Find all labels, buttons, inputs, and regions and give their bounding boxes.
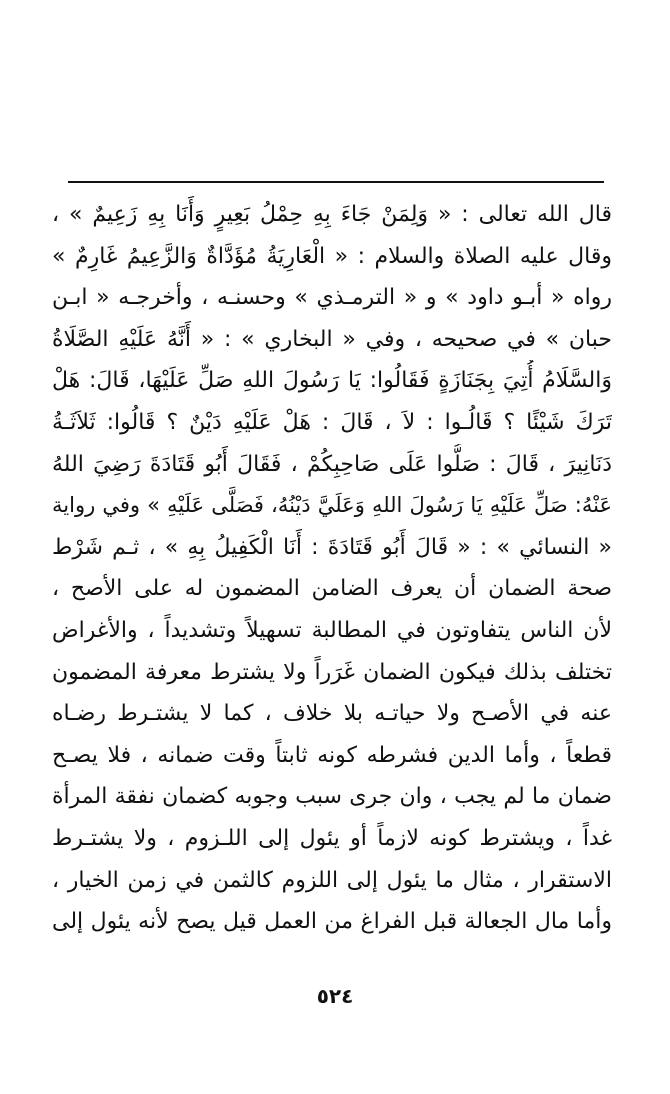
text-line: تختلف بذلك فيكون الضمان غَرَراً ولا يشترط معرفة المضمون bbox=[52, 659, 612, 685]
header-rule bbox=[68, 181, 604, 183]
text-line: رواه « أبـو داود » و « الترمـذي » وحسنـه ، وأخرجـه « ابـن bbox=[52, 285, 612, 311]
text-line: ضمان ما لم يجب ، وان جرى سبب وجوبه كضمان نفقة المرأة bbox=[52, 784, 612, 810]
text-line: حبان » في صحيحه ، وفي « البخاري » : « أَنَّهُ عَلَيْهِ الصَّلَاةُ bbox=[52, 326, 612, 352]
text-line: وَالسَّلَامُ أُتِيَ بِجَنَازَةٍ فَقَالُوا: يَا رَسُولَ اللهِ صَلِّ عَلَيْهَا، قَالَ: هَلْ bbox=[52, 368, 612, 394]
text-line: دَنَانِيرَ ، قَالَ : صَلُّوا عَلَى صَاحِبِكُمْ ، فَقَالَ أَبُو قَتَادَةَ رَضِيَ اللهُ bbox=[52, 451, 612, 477]
text-line: وأما مال الجعالة قبل الفراغ من العمل قيل يصح لأنه يئول إلى bbox=[52, 909, 612, 935]
text-line: الاستقرار ، مثال ما يئول إلى اللزوم كالثمن في زمن الخيار ، bbox=[52, 867, 612, 893]
text-line: قال الله تعالى : « وَلِمَنْ جَاءَ بِهِ حِمْلُ بَعِيرٍ وَأَنَا بِهِ زَعِيمٌ » ، bbox=[52, 202, 612, 227]
text-line: غداً ، ويشترط كونه لازماً أو يئول إلى اللـزوم ، ولا يشتـرط bbox=[52, 825, 612, 851]
text-line: « النسائي » : « قَالَ أَبُو قَتَادَةَ : أَنَا الْكَفِيلُ بِهِ » ، ثـم شَرْط bbox=[52, 534, 612, 560]
text-line: صحة الضمان أن يعرف الضامن المضمون له على الأصح ، bbox=[52, 576, 612, 602]
text-line: لأن الناس يتفاوتون في المطالبة تسهيلاً وتشديداً ، والأغراض bbox=[52, 617, 612, 643]
text-line: عنه في الأصـح ولا حياتـه بلا خلاف ، كما لا يشتـرط رضـاه bbox=[52, 701, 612, 727]
page-number: ٥٢٤ bbox=[316, 984, 354, 1008]
text-line: وقال عليه الصلاة والسلام : « الْعَارِيَةُ مُؤَدَّاةٌ وَالزَّعِيمُ غَارِمٌ » bbox=[52, 243, 612, 269]
text-line: عَنْهُ: صَلِّ عَلَيْهِ يَا رَسُولَ اللهِ وَعَلَيَّ دَيْنُهُ، فَصَلَّى عَلَيْهِ » وفي رواية bbox=[52, 493, 612, 518]
text-line: قطعاً ، وأما الدين فشرطه كونه ثابتاً وقت ضمانه ، فلا يصـح bbox=[52, 742, 612, 768]
body-text bbox=[52, 194, 612, 943]
text-line: تَرَكَ شَيْئًا ؟ قَالُـوا : لاَ ، قَالَ : هَلْ عَلَيْهِ دَيْنٌ ؟ قَالُوا: ثَلاَثَـةُ bbox=[52, 409, 612, 435]
